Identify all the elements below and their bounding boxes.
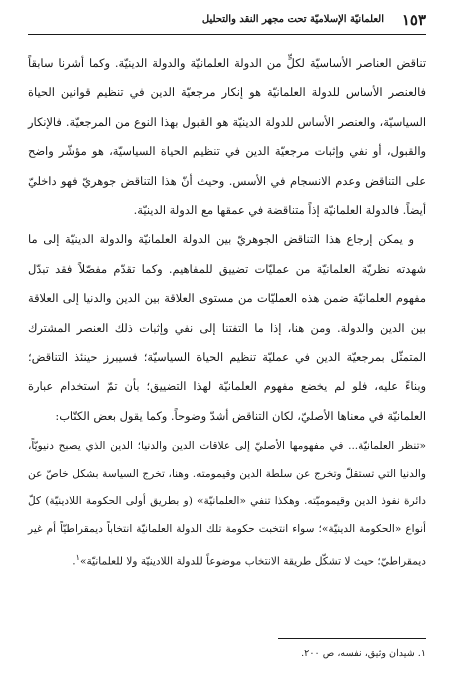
footnote-divider	[278, 638, 426, 639]
quote-text: «تنظر العلمانيّة... في مفهومها الأصليّ إلى علاقات الدين والدنيا؛ الدين الذي يصبح دنيويّاً، والدنيا التي تستقلّ وتخرج عن سلطة الدين وقيمومته. وهنا، تخرج السياسة بشكل خاصّ عن دائرة نفوذ الدين وقيموميّته. وهكذا تنفي «العلمانيّة» (و بطريق أولى الحكومة اللادينيّة) كلّ أنواع «الحكومة الدينيّة»؛ سواء انتخبت حكومة تلك الدولة العلمانيّة انتخاباً ديمقراطيّاً أم غير ديمقراطيّ؛ حيث لا تشكّل طريقة الانتخاب موضوعاً للدولة اللادينيّة ولا للعلمانيّة»	[28, 440, 426, 568]
document-page	[28, 10, 426, 678]
body-text	[28, 49, 426, 576]
paragraph-2: و يمكن إرجاع هذا التناقض الجوهريّ بين الدولة العلمانيّة والدولة الدينيّة إلى ما شهدته نظريّة العلمانيّة من عمليّات تضييق للمفاهيم. وكما تقدّم مفصّلاً فقد تبدّل مفهوم العلمانيّة ضمن هذه العمليّات من مستوى العلاقة بين الدين والدنيا إلى العلاقة بين الدين والدولة. ومن هنا، إذا ما التفتنا إلى نفي وإثبات ذلك العنصر المشترك المتمثّل بمرجعيّة الدين في عمليّة تنظيم الحياة السياسيّة؛ فسيبرز حينئذ التناقض؛ وبناءً عليه، فلو لم يخضع مفهوم العلمانيّة لهذا التضييق؛ بأن تمّ استخدام عبارة العلمانيّة في معناها الأصليّ، لكان التناقض أشدّ وضوحاً. وكما يقول بعض الكتّاب:	[28, 232, 426, 423]
footnote: ١. شيدان وثيق، نفسه، ص ٢٠٠.	[301, 648, 426, 659]
block-quote: «تنظر العلمانيّة... في مفهومها الأصليّ إلى علاقات الدين والدنيا؛ الدين الذي يصبح دنيويّاً، والدنيا التي تستقلّ وتخرج عن سلطة الدين وقيمومته. وهنا، تخرج السياسة بشكل خاصّ عن دائرة نفوذ الدين وقيموميّته. وهكذا تنفي «العلمانيّة» (و بطريق أولى الحكومة اللادينيّة) كلّ أنواع «الحكومة الدينيّة»؛ سواء انتخبت حكومة تلك الدولة العلمانيّة انتخاباً ديمقراطيّاً أم غير ديمقراطيّ؛ حيث لا تشكّل طريقة الانتخاب موضوعاً للدولة اللادينيّة ولا للعلمانيّة»$^١$.	[28, 440, 426, 568]
page-number: ١٥٣	[401, 11, 426, 29]
running-title: العلمانيّة الإسلاميّة تحت مجهر النقد والتحليل	[201, 14, 384, 25]
page-header	[28, 10, 426, 35]
paragraph-1: تناقض العناصر الأساسيّة لكلٍّ من الدولة العلمانيّة والدولة الدينيّة. وكما أشرنا سابقاً فالعنصر الأساس للدولة العلمانيّة هو إنكار مرجعيّة الدين في تنظيم قوانين الحياة السياسيّة، والعنصر الأساس للدولة الدينيّة هو القبول بهذا النوع من المرجعيّة. فالإنكار والقبول، أو نفي وإثبات مرجعيّة الدين في تنظيم الحياة السياسيّة، هو مؤشّر واضح على التناقض وعدم الانسجام في الأسس. وحيث أنّ هذا التناقض جوهريّ فهو داخليّ أيضاً. فالدولة العلمانيّة إذاً متناقضة في عمقها مع الدولة الدينيّة.	[28, 56, 426, 218]
footnote-marker: ١	[75, 552, 80, 562]
